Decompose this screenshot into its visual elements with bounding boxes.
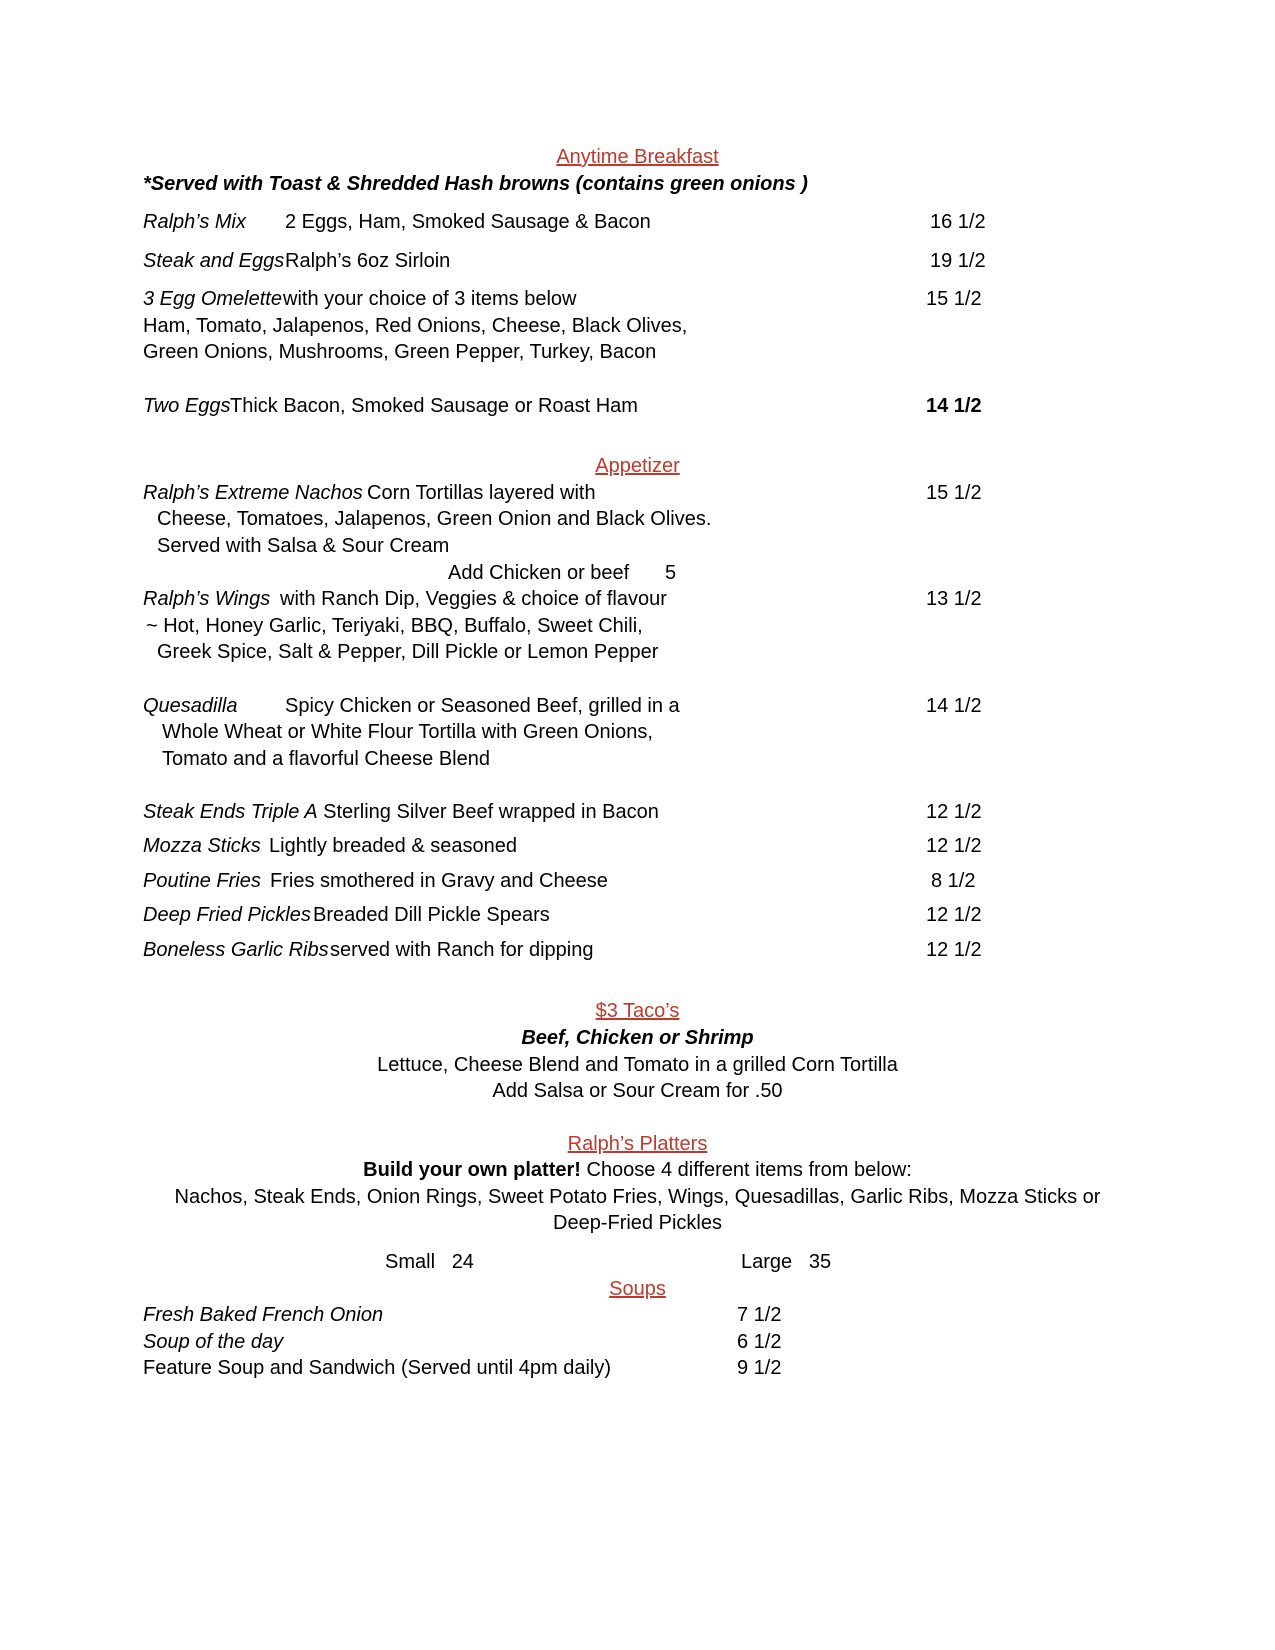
platters-lead-rest: Choose 4 different items from below: xyxy=(580,1159,912,1181)
item-desc: with your choice of 3 items below xyxy=(283,288,577,310)
item-desc: with Ranch Dip, Veggies & choice of flavour xyxy=(280,588,667,610)
item-price: 12 1/2 xyxy=(926,904,982,926)
item-name: Quesadilla xyxy=(143,695,238,717)
item-desc: Sterling Silver Beef wrapped in Bacon xyxy=(323,801,659,823)
item-name: Poutine Fries xyxy=(143,870,261,892)
soup-name: Soup of the day xyxy=(143,1331,284,1353)
platters-items: Nachos, Steak Ends, Onion Rings, Sweet Potato Fries, Wings, Quesadillas, Garlic Ribs, Mozza Sticks or xyxy=(174,1186,1101,1208)
item-name: Boneless Garlic Ribs xyxy=(143,939,329,961)
platter-size-label: Large xyxy=(741,1251,793,1273)
item-name-part: Triple A xyxy=(250,801,318,823)
soup-price: 6 1/2 xyxy=(737,1331,782,1353)
item-name-part: Ralph’s xyxy=(143,588,210,610)
section-heading-breakfast: Anytime Breakfast xyxy=(556,146,719,168)
item-price: 16 1/2 xyxy=(930,211,986,233)
item-desc: Breaded Dill Pickle Spears xyxy=(313,904,550,926)
item-price: 12 1/2 xyxy=(926,801,982,823)
soup-name: Fresh Baked French Onion xyxy=(143,1304,384,1326)
soup-price: 7 1/2 xyxy=(737,1304,782,1326)
item-detail-line: Cheese, Tomatoes, Jalapenos, Green Onion and Black Olives. xyxy=(157,508,712,530)
soup-name: Feature Soup and Sandwich (Served until 4pm daily) xyxy=(143,1357,612,1379)
platter-size-large xyxy=(741,1252,831,1272)
item-desc: served with Ranch for dipping xyxy=(330,939,594,961)
item-name: Ralph’s Mix xyxy=(143,211,246,233)
item-price: 15 1/2 xyxy=(926,288,982,310)
item-price: 12 1/2 xyxy=(926,939,982,961)
section-heading-appetizer: Appetizer xyxy=(595,455,680,477)
item-desc: Fries smothered in Gravy and Cheese xyxy=(270,870,608,892)
item-name: Steak and Eggs xyxy=(143,250,285,272)
item-desc: Ralph’s 6oz Sirloin xyxy=(285,250,451,272)
item-detail-line: Served with Salsa & Sour Cream xyxy=(157,535,450,557)
platter-size-small xyxy=(385,1252,474,1272)
soup-price: 9 1/2 xyxy=(737,1357,782,1379)
item-price: 15 1/2 xyxy=(926,482,982,504)
item-desc: Lightly breaded & seasoned xyxy=(269,835,517,857)
platters-lead xyxy=(0,1160,1275,1180)
item-detail-line: Greek Spice, Salt & Pepper, Dill Pickle or Lemon Pepper xyxy=(157,641,659,663)
item-detail-line: Ham, Tomato, Jalapenos, Red Onions, Cheese, Black Olives, xyxy=(143,315,688,337)
tacos-line: Add Salsa or Sour Cream for .50 xyxy=(492,1080,783,1102)
platter-size-price: 24 xyxy=(451,1251,474,1273)
item-name xyxy=(143,589,270,609)
platter-size-price: 35 xyxy=(808,1251,832,1273)
item-name: 3 Egg Omelette xyxy=(143,288,282,310)
addon-price: 5 xyxy=(665,562,677,584)
item-detail-line: Green Onions, Mushrooms, Green Pepper, Turkey, Bacon xyxy=(143,341,657,363)
item-price: 19 1/2 xyxy=(930,250,986,272)
item-price: 14 1/2 xyxy=(926,695,982,717)
item-price: 13 1/2 xyxy=(926,588,982,610)
addon-label: Add Chicken or beef xyxy=(448,562,630,584)
platter-size-label: Small xyxy=(385,1251,436,1273)
item-desc: 2 Eggs, Ham, Smoked Sausage & Bacon xyxy=(285,211,651,233)
item-price: 8 1/2 xyxy=(931,870,976,892)
item-name: Ralph’s Extreme Nachos xyxy=(143,482,363,504)
item-desc: Spicy Chicken or Seasoned Beef, grilled in a xyxy=(285,695,680,717)
item-desc: Corn Tortillas layered with xyxy=(367,482,596,504)
item-detail-line: ~ Hot, Honey Garlic, Teriyaki, BBQ, Buffalo, Sweet Chili, xyxy=(146,615,643,637)
item-detail-line: Tomato and a flavorful Cheese Blend xyxy=(162,748,490,770)
breakfast-note: *Served with Toast & Shredded Hash browns (contains green onions ) xyxy=(143,173,808,195)
item-price: 14 1/2 xyxy=(926,395,982,417)
platters-lead-bold: Build your own platter! xyxy=(363,1159,581,1181)
item-price: 12 1/2 xyxy=(926,835,982,857)
tacos-subtitle: Beef, Chicken or Shrimp xyxy=(521,1027,754,1049)
item-detail-line: Whole Wheat or White Flour Tortilla with Green Onions, xyxy=(162,721,653,743)
item-name xyxy=(143,802,659,822)
section-heading-platters: Ralph’s Platters xyxy=(567,1133,708,1155)
section-heading-tacos: $3 Taco’s xyxy=(595,1000,680,1022)
platters-items: Deep-Fried Pickles xyxy=(553,1212,722,1234)
tacos-line: Lettuce, Cheese Blend and Tomato in a grilled Corn Tortilla xyxy=(377,1054,898,1076)
item-name: Deep Fried Pickles xyxy=(143,904,311,926)
item-name-part: Wings xyxy=(214,588,271,610)
item-name-part: Steak Ends xyxy=(143,801,246,823)
item-desc: Thick Bacon, Smoked Sausage or Roast Ham xyxy=(230,395,638,417)
item-name: Mozza Sticks xyxy=(143,835,261,857)
section-heading-soups: Soups xyxy=(609,1278,666,1300)
item-name: Two Eggs xyxy=(143,395,231,417)
